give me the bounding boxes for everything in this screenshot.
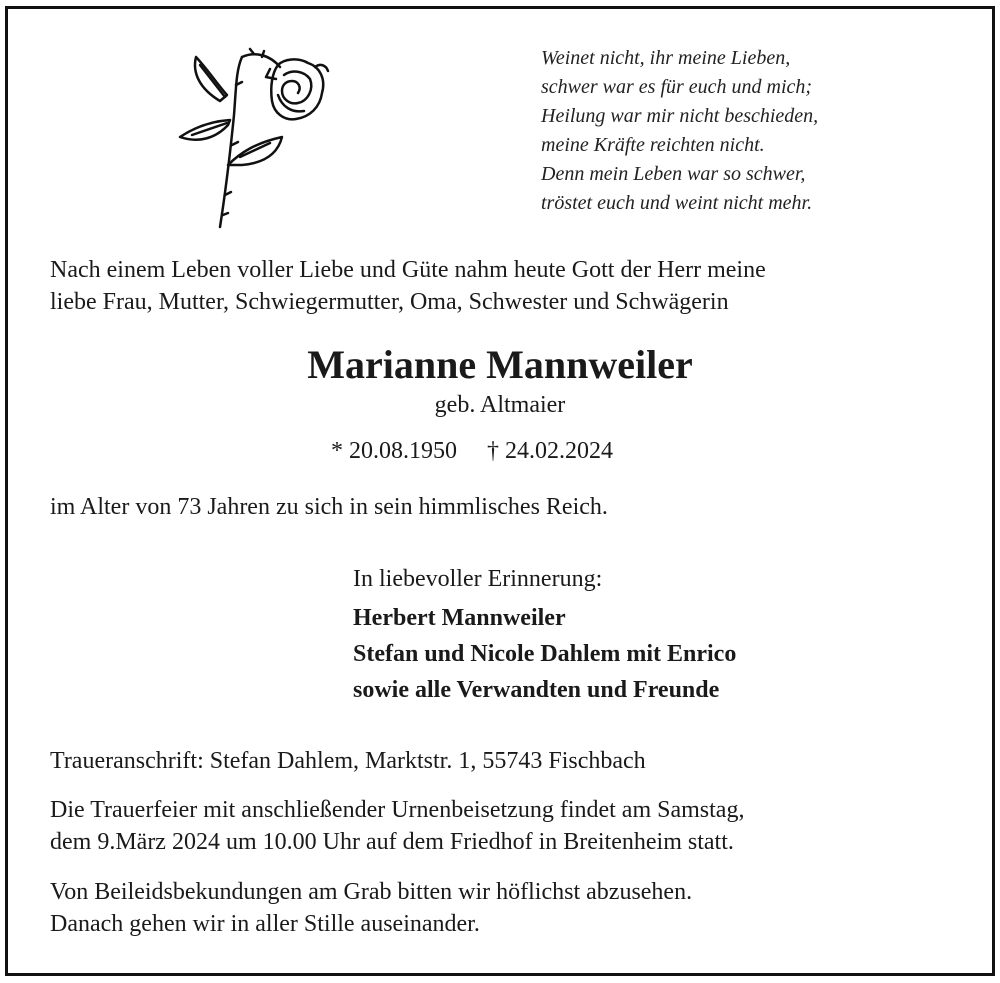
born-name: geb. Altmaier [434,392,566,418]
mourners-list [353,600,736,708]
poem-line: schwer war es für euch und mich; [541,76,813,98]
poem [541,44,818,218]
rose-illustration-icon [170,45,340,230]
ceremony-line: Die Trauerfeier mit anschließender Urnenbeisetzung findet am Samstag, [50,797,745,823]
mourner: sowie alle Verwandten und Freunde [353,677,720,703]
mourner: Stefan und Nicole Dahlem mit Enrico [353,641,737,667]
birth-date: * 20.08.1950 [331,438,457,464]
intro-line: liebe Frau, Mutter, Schwiegermutter, Oma, Schwester und Schwägerin [50,289,729,315]
life-dates [331,436,613,466]
death-date: † 24.02.2024 [487,438,613,464]
condolence-line: Danach gehen wir in aller Stille auseinander. [50,911,480,937]
poem-line: meine Kräfte reichten nicht. [541,134,765,156]
intro-text [50,254,950,318]
poem-line: Weinet nicht, ihr meine Lieben, [541,47,791,69]
address-line: Traueranschrift: Stefan Dahlem, Marktstr. 1, 55743 Fischbach [50,748,646,774]
poem-line: tröstet euch und weint nicht mehr. [541,192,813,214]
age-line: im Alter von 73 Jahren zu sich in sein himmlisches Reich. [50,494,608,520]
memory-label: In liebevoller Erinnerung: [353,566,603,592]
condolence-line: Von Beileidsbekundungen am Grab bitten wir höflichst abzusehen. [50,879,693,905]
ceremony-info [50,794,744,858]
intro-line: Nach einem Leben voller Liebe und Güte nahm heute Gott der Herr meine [50,257,766,283]
condolence-note [50,876,692,940]
deceased-name: Marianne Mannweiler [307,342,693,387]
poem-line: Denn mein Leben war so schwer, [541,163,806,185]
ceremony-line: dem 9.März 2024 um 10.00 Uhr auf dem Friedhof in Breitenheim statt. [50,829,734,855]
mourning-address [50,745,646,777]
poem-line: Heilung war mir nicht beschieden, [541,105,819,127]
mourner: Herbert Mannweiler [353,605,566,631]
